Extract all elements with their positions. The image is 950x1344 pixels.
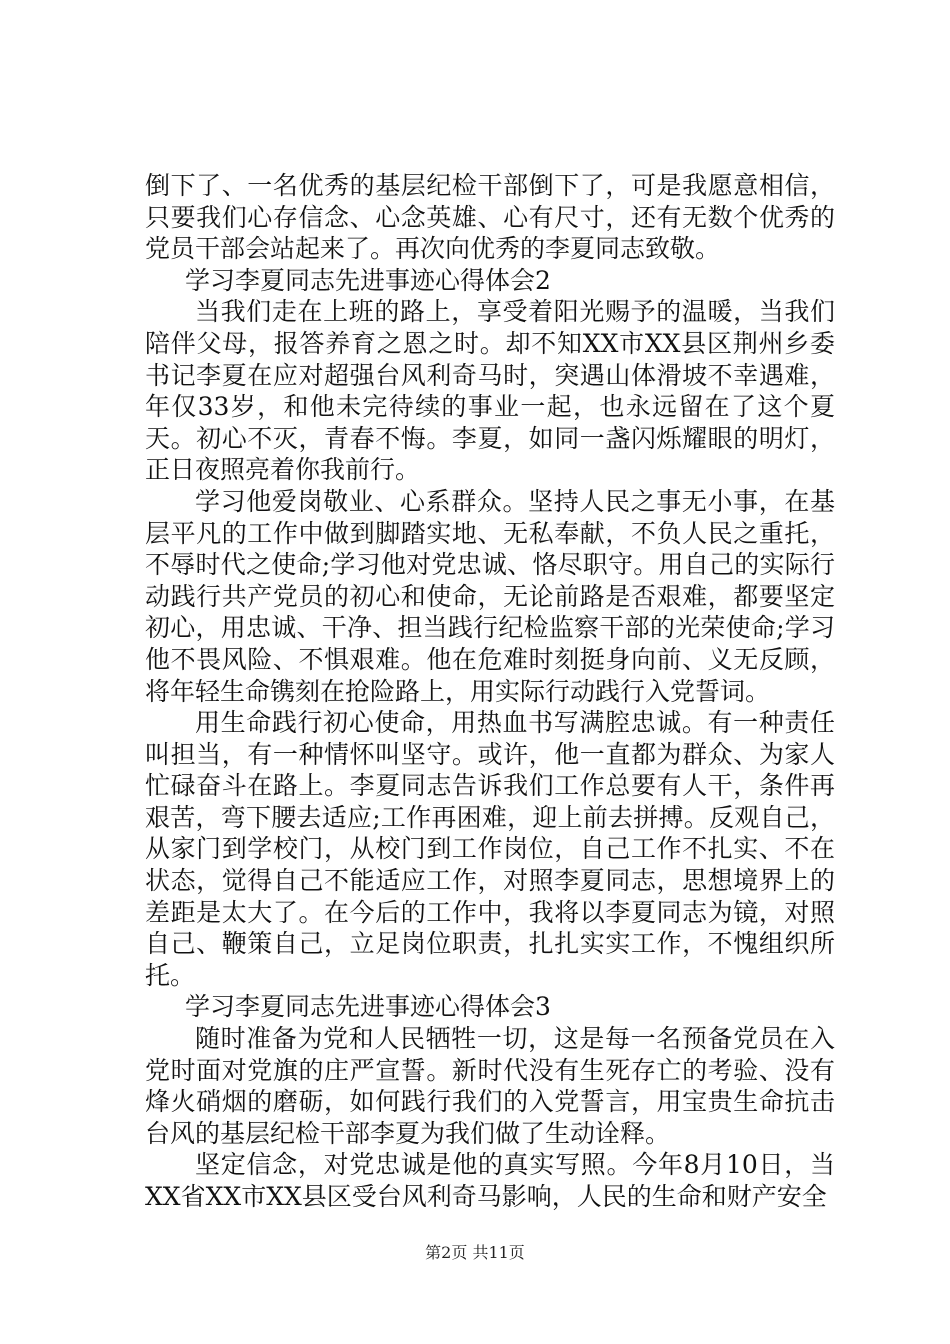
paragraph: 随时准备为党和人民牺牲一切，这是每一名预备党员在入党时面对党旗的庄严宣誓。新时代没有生死存亡的考验、没有烽火硝烟的磨砺，如何践行我们的入党誓言，用宝贵生命抗击台风的基层纪检干部李夏为我们做了生动诠释。: [145, 1024, 835, 1148]
paragraph-continuation: 倒下了、一名优秀的基层纪检干部倒下了，可是我愿意相信，只要我们心存信念、心念英雄、心有尺寸，还有无数个优秀的党员干部会站起来了。再次向优秀的李夏同志致敬。: [145, 171, 835, 264]
paragraph: 用生命践行初心使命，用热血书写满腔忠诚。有一种责任叫担当，有一种情怀叫坚守。或许，他一直都为群众、为家人忙碌奋斗在路上。李夏同志告诉我们工作总要有人干，条件再艰苦，弯下腰去适应;工作再困难，迎上前去拼搏。反观自己，从家门到学校门，从校门到工作岗位，自己工作不扎实、不在状态，觉得自己不能适应工作，对照李夏同志，思想境界上的差距是太大了。在今后的工作中，我将以李夏同志为镜，对照自己、鞭策自己，立足岗位职责，扎扎实实工作，不愧组织所托。: [145, 708, 835, 990]
paragraph: 坚定信念，对党忠诚是他的真实写照。今年8月10日，当XX省XX市XX县区受台风利奇马影响，人民的生命和财产安全: [145, 1150, 835, 1211]
page-footer: 第2页 共11页: [425, 1243, 525, 1262]
section-heading-2: 学习李夏同志先进事迹心得体会2: [185, 265, 551, 295]
paragraph: 当我们走在上班的路上，享受着阳光赐予的温暖，当我们陪伴父母，报答养育之恩之时。却不知XX市XX县区荆州乡委书记李夏在应对超强台风利奇马时，突遇山体滑坡不幸遇难，年仅33岁，和他未完待续的事业一起，也永远留在了这个夏天。初心不灭，青春不悔。李夏，如同一盏闪烁耀眼的明灯，正日夜照亮着你我前行。: [145, 297, 835, 485]
paragraph: 学习他爱岗敬业、心系群众。坚持人民之事无小事，在基层平凡的工作中做到脚踏实地、无私奉献，不负人民之重托，不辱时代之使命;学习他对党忠诚、恪尽职守。用自己的实际行动践行共产党员的初心和使命，无论前路是否艰难，都要坚定初心，用忠诚、干净、担当践行纪检监察干部的光荣使命;学习他不畏风险、不惧艰难。他在危难时刻挺身向前、义无反顾，将年轻生命镌刻在抢险路上，用实际行动践行入党誓词。: [145, 486, 835, 706]
section-heading-3: 学习李夏同志先进事迹心得体会3: [185, 992, 551, 1022]
document-body: [145, 170, 835, 1213]
